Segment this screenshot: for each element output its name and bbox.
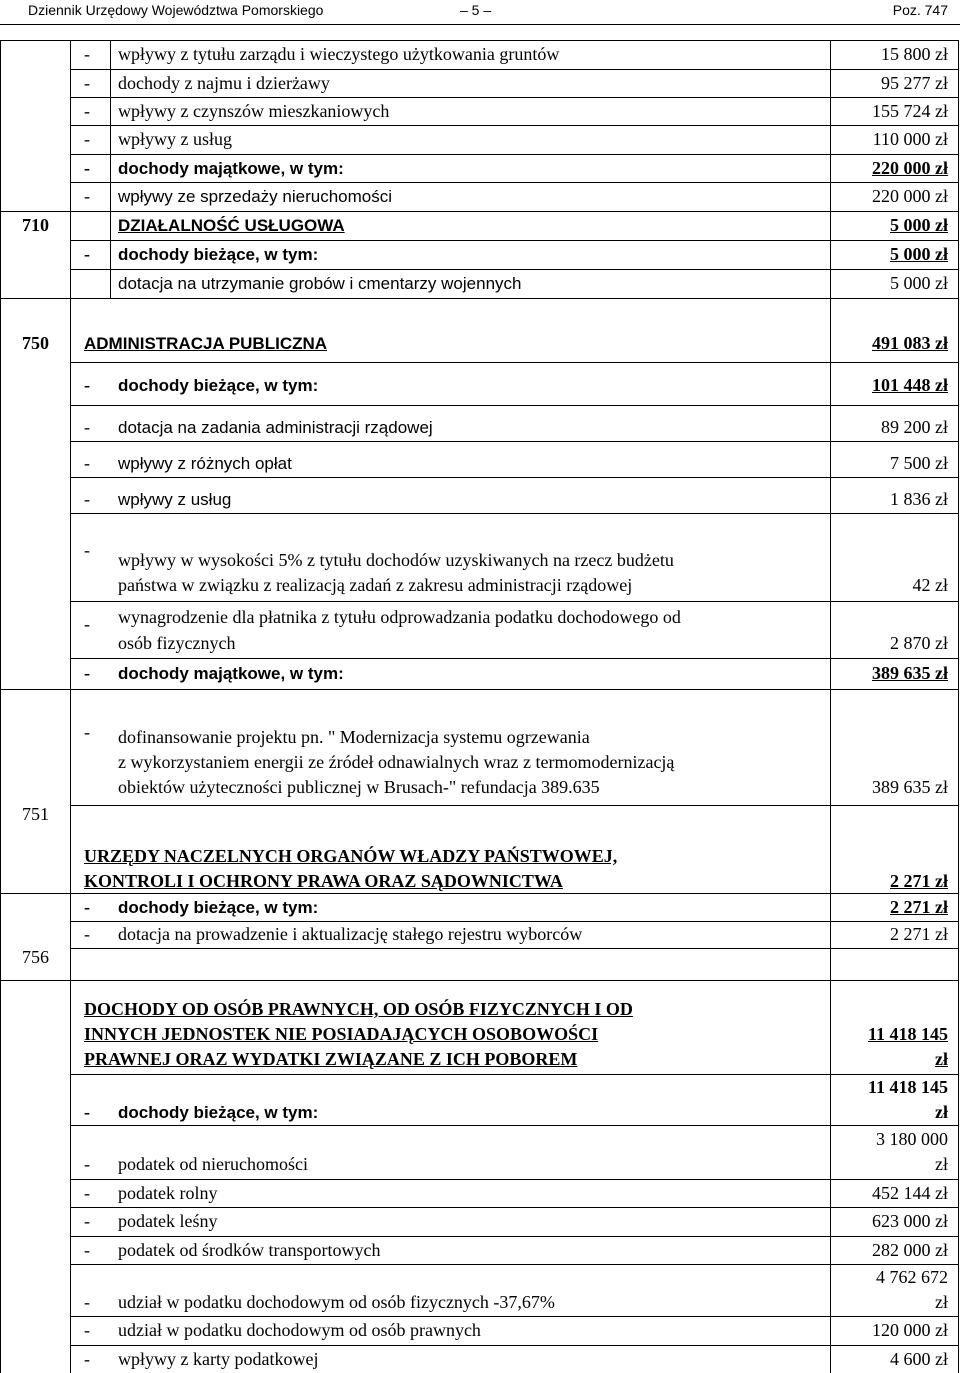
row-dash: - [84,1349,90,1369]
row-label: dotacja na utrzymanie grobów i cmentarzy wojennych [118,274,522,293]
section-title-line2: INNYCH JEDNOSTEK NIE POSIADAJĄCYCH OSOBOWOŚCI [84,1024,599,1044]
row-amount: 389 635 zł [872,663,948,683]
row-amount: 4 600 zł [890,1349,948,1369]
row-dash: - [84,244,90,264]
row-dash: - [84,1320,90,1340]
item-number: Poz. 747 [892,2,948,18]
row-amount: 11 418 145 [867,1077,948,1097]
row-dash: - [84,489,90,509]
row-dash: - [84,73,90,93]
row-dash: - [84,1240,90,1260]
row-label-line2: osób fizycznych [118,633,236,653]
row-dash: - [84,1211,90,1231]
row-label: podatek od nieruchomości [118,1154,308,1174]
section-code: 750 [22,333,49,353]
row-label: dochody z najmu i dzierżawy [118,73,330,93]
row-amount: 5 000 zł [890,244,948,264]
row-amount: 3 180 000 [876,1129,948,1149]
section-title-line1: DOCHODY OD OSÓB PRAWNYCH, OD OSÓB FIZYCZNYCH I OD [84,999,633,1019]
row-amount: 42 zł [912,575,948,595]
row-label: dochody bieżące, w tym: [118,898,319,917]
row-amount: 15 800 zł [881,44,948,64]
row-label: dotacja na zadania administracji rządowej [118,418,433,437]
row-dash: - [84,1292,90,1312]
section-title-line3: PRAWNEJ ORAZ WYDATKI ZWIĄZANE Z ICH POBOREM [84,1049,578,1069]
row-label-line1: wpływy w wysokości 5% z tytułu dochodów uzyskiwanych na rzecz budżetu [118,550,674,570]
row-amount-unit: zł [935,1102,948,1122]
row-label-line2: państwa w związku z realizacją zadań z zakresu administracji rządowej [118,575,633,595]
section-amount: 2 271 zł [890,871,948,891]
row-dash: - [84,722,90,742]
row-amount: 220 000 zł [872,186,948,206]
page-number: – 5 – [460,2,492,18]
row-amount: 1 836 zł [890,489,948,509]
row-dash: - [84,453,90,473]
section-code: 710 [22,215,49,235]
row-amount: 2 271 zł [890,924,948,944]
row-label: wpływy z czynszów mieszkaniowych [118,101,390,121]
row-dash: - [84,663,90,683]
row-dash: - [84,540,90,560]
row-amount: 95 277 zł [881,73,948,93]
row-label-line1: dofinansowanie projektu pn. " Modernizacja systemu ogrzewania [118,727,590,747]
row-label: dochody majątkowe, w tym: [118,159,344,178]
row-dash: - [84,1154,90,1174]
row-dash: - [84,158,90,178]
row-amount: 155 724 zł [872,101,948,121]
row-label: podatek leśny [118,1211,218,1231]
section-amount: 5 000 zł [890,215,948,235]
row-dash: - [84,897,90,917]
row-amount-unit: zł [935,1292,948,1312]
row-amount: 2 271 zł [890,897,948,917]
row-label: wpływy ze sprzedaży nieruchomości [118,187,392,206]
row-label-line2: z wykorzystaniem energii ze źródeł odnawialnych wraz z termomodernizacją [118,752,675,772]
section-code: 756 [22,947,49,967]
section-code: 751 [22,804,49,824]
row-amount-unit: zł [935,1154,948,1174]
row-amount: 4 762 672 [876,1267,948,1287]
row-dash: - [84,101,90,121]
row-dash: - [84,1102,90,1122]
row-label: udział w podatku dochodowym od osób fizycznych -37,67% [118,1292,555,1312]
row-dash: - [84,1183,90,1203]
row-amount: 7 500 zł [890,453,948,473]
row-amount: 452 144 zł [872,1183,948,1203]
row-dash: - [84,924,90,944]
row-amount: 623 000 zł [872,1211,948,1231]
section-title: ADMINISTRACJA PUBLICZNA [84,334,328,353]
row-amount: 282 000 zł [872,1240,948,1260]
section-title: DZIAŁALNOŚĆ USŁUGOWA [118,216,345,235]
section-amount-unit: zł [935,1049,948,1069]
row-amount: 220 000 zł [872,158,948,178]
row-label: dochody bieżące, w tym: [118,245,319,264]
row-label-line3: obiektów użyteczności publicznej w Brusach-" refundacja 389.635 [118,777,600,797]
row-dash: - [84,129,90,149]
row-label: dochody bieżące, w tym: [118,376,319,395]
row-amount: 110 000 zł [872,129,948,149]
row-amount: 389 635 zł [872,777,948,797]
row-amount: 101 448 zł [872,375,948,395]
row-dash: - [84,375,90,395]
row-label: udział w podatku dochodowym od osób prawnych [118,1320,481,1340]
row-dash: - [84,614,90,634]
row-dash: - [84,186,90,206]
row-label: wpływy z karty podatkowej [118,1349,319,1369]
row-label: wpływy z usług [118,490,232,509]
row-dash: - [84,44,90,64]
row-amount: 89 200 zł [881,417,948,437]
section-title-line2: KONTROLI I OCHRONY PRAWA ORAZ SĄDOWNICTWA [84,871,563,891]
row-dash: - [84,417,90,437]
row-label: podatek od środków transportowych [118,1240,381,1260]
row-amount: 120 000 zł [872,1320,948,1340]
row-label: dotacja na prowadzenie i aktualizację stałego rejestru wyborców [118,924,583,944]
row-label: wpływy z usług [118,129,232,149]
section-title-line1: URZĘDY NACZELNYCH ORGANÓW WŁADZY PAŃSTWOWEJ, [84,846,618,866]
journal-title: Dziennik Urzędowy Województwa Pomorskiego [28,2,324,18]
page-header [0,0,960,25]
row-label-line1: wynagrodzenie dla płatnika z tytułu odprowadzania podatku dochodowego od [118,607,681,627]
row-amount: 5 000 zł [890,273,948,293]
row-label: dochody bieżące, w tym: [118,1103,319,1122]
row-label: wpływy z tytułu zarządu i wieczystego użytkowania gruntów [118,44,560,64]
row-label: podatek rolny [118,1183,218,1203]
row-label: wpływy z różnych opłat [118,454,292,473]
row-label: dochody majątkowe, w tym: [118,664,344,683]
row-amount: 2 870 zł [890,633,948,653]
section-amount: 11 418 145 [867,1024,948,1044]
section-amount: 491 083 zł [872,333,948,353]
